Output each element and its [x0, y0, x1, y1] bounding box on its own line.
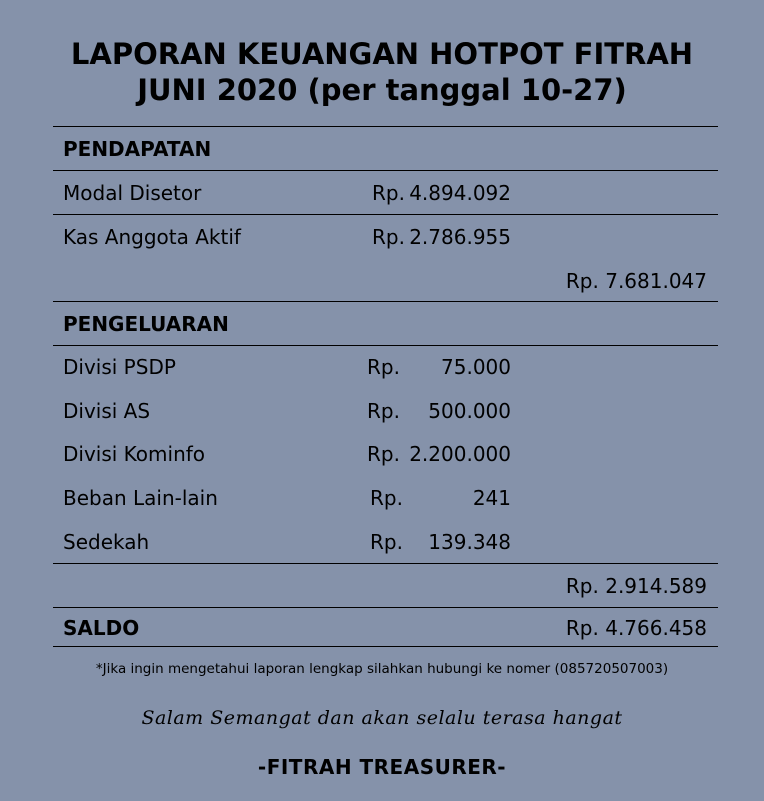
currency-prefix: Rp.	[367, 355, 400, 379]
currency-prefix: Rp.	[367, 399, 400, 423]
currency-prefix: Rp.	[367, 442, 400, 466]
section-heading-pengeluaran: PENGELUARAN	[63, 312, 229, 336]
divider	[53, 646, 718, 647]
income-total: Rp. 7.681.047	[565, 269, 707, 293]
report-title-line1: LAPORAN KEUANGAN HOTPOT FITRAH	[70, 37, 694, 71]
greeting-text: Salam Semangat dan akan selalu terasa hangat	[141, 707, 623, 729]
contact-note: *Jika ingin mengetahui laporan lengkap silahkan hubungi ke nomer (085720507003)	[95, 661, 669, 677]
expense-label-divisi-as: Divisi AS	[63, 399, 151, 423]
income-amount-modal-disetor: 4.894.092	[409, 181, 511, 205]
report-title-line2: JUNI 2020 (per tanggal 10-27)	[137, 73, 627, 107]
expense-amount-divisi-as: 500.000	[428, 399, 511, 423]
expense-amount-divisi-psdp: 75.000	[441, 355, 511, 379]
divider	[53, 214, 718, 215]
income-label-modal-disetor: Modal Disetor	[63, 181, 202, 205]
divider	[53, 301, 718, 302]
saldo-total: Rp. 4.766.458	[565, 616, 707, 640]
income-amount-kas-anggota: 2.786.955	[409, 225, 511, 249]
currency-prefix: Rp.	[370, 486, 403, 510]
expense-amount-beban-lain: 241	[472, 486, 511, 510]
divider	[53, 170, 718, 171]
expense-label-sedekah: Sedekah	[63, 530, 150, 554]
saldo-label: SALDO	[63, 616, 140, 640]
expense-amount-sedekah: 139.348	[428, 530, 511, 554]
currency-prefix: Rp.	[370, 530, 403, 554]
divider	[53, 607, 718, 608]
divider	[53, 563, 718, 564]
expense-amount-divisi-kominfo: 2.200.000	[409, 442, 511, 466]
expense-label-beban-lain: Beban Lain-lain	[63, 486, 218, 510]
expense-label-divisi-psdp: Divisi PSDP	[63, 355, 176, 379]
expense-label-divisi-kominfo: Divisi Kominfo	[63, 442, 206, 466]
divider	[53, 345, 718, 346]
income-label-kas-anggota: Kas Anggota Aktif	[63, 225, 241, 249]
divider	[53, 126, 718, 127]
expense-total: Rp. 2.914.589	[565, 574, 707, 598]
currency-prefix: Rp.	[372, 181, 405, 205]
section-heading-pendapatan: PENDAPATAN	[63, 137, 212, 161]
currency-prefix: Rp.	[372, 225, 405, 249]
treasurer-signoff: -FITRAH TREASURER-	[257, 755, 507, 779]
